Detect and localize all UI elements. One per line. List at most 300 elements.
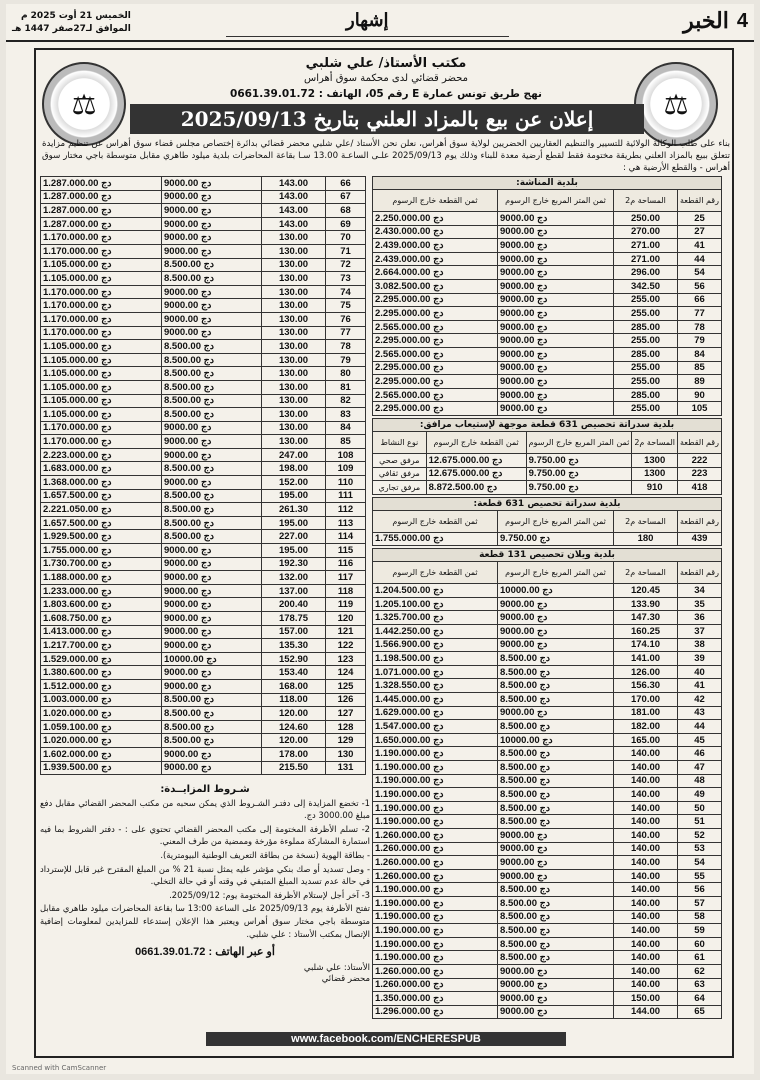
table-row [373, 597, 722, 611]
lot-price: 2.295.000.00 دج [373, 375, 498, 389]
table-row [41, 326, 366, 340]
lot-number: 84 [678, 347, 722, 361]
table-row [373, 375, 722, 389]
lot-price: 1.105.000.00 دج [41, 408, 162, 422]
lot-price: 1.442.250.00 دج [373, 625, 498, 639]
lot-area: 143.00 [262, 190, 326, 204]
lot-price: 2.664.000.00 دج [373, 266, 498, 280]
table-row [373, 625, 722, 639]
lot-number: 130 [326, 747, 366, 761]
table-row [373, 869, 722, 883]
unit-price: 8.500.00 دج [162, 272, 262, 286]
lot-price: 3.082.500.00 دج [373, 279, 498, 293]
table-row [373, 992, 722, 1006]
unit-price: 8.500.00 دج [162, 394, 262, 408]
lot-number: 59 [678, 924, 722, 938]
table-row [373, 815, 722, 829]
lot-area: 1300 [632, 453, 678, 467]
table-row [41, 747, 366, 761]
unit-price: 8.500.00 دج [498, 924, 614, 938]
table-row [373, 774, 722, 788]
table-row [373, 652, 722, 666]
lot-number: 76 [326, 312, 366, 326]
lot-number: 60 [678, 937, 722, 951]
table-row [373, 761, 722, 775]
right-column [372, 176, 722, 1019]
unit-price: 9000.00 دج [162, 666, 262, 680]
lot-number: 34 [678, 584, 722, 598]
table-row [373, 388, 722, 402]
lot-area: 143.00 [262, 204, 326, 218]
unit-price: 8.500.00 دج [498, 951, 614, 965]
lot-number: 79 [326, 353, 366, 367]
lot-price: 1.657.500.00 دج [41, 489, 162, 503]
lot-area: 285.00 [614, 347, 678, 361]
lot-price: 1.190.000.00 دج [373, 883, 498, 897]
lot-area: 160.25 [614, 625, 678, 639]
lot-price: 2.439.000.00 دج [373, 239, 498, 253]
section-title: بلدية سدراتة تحصيص 631 قطعة موجهة لإستيعاب مرافق: [372, 418, 722, 431]
lot-area: 198.00 [262, 462, 326, 476]
lot-price: 1.020.000.00 دج [41, 734, 162, 748]
unit-price: 9000.00 دج [162, 747, 262, 761]
lot-area: 140.00 [614, 856, 678, 870]
lot-price: 2.295.000.00 دج [373, 334, 498, 348]
lot-number: 123 [326, 652, 366, 666]
notice-intro: بناء على طلب الوكالة الولائية للتسيير والتنظيم العقاريين الحضريين لولاية سوق أهراس، نعلن نحن الأستاذ /علي شلبي محضر قضائي بدائرة إختصاص مجلس قضاء سوق أهراس عن تنظيم مزايدة تتعلق ببيع بالمزاد العلني بطريقة مختومة فقط لقطع أرضية معدة للبناء وذلك يوم 2025/09/13 علـى الساعـة 13.00 سـا بقاعة المحاضرات بلدية ميلود طاهري مقابل متوسطة باجي مختار سوق أهراس - والقطع الأرضية هي : [42, 139, 730, 173]
unit-price: 8.500.00 دج [498, 896, 614, 910]
lot-number: 81 [326, 380, 366, 394]
unit-price: 9000.00 دج [498, 978, 614, 992]
lot-area: 140.00 [614, 937, 678, 951]
table-row [373, 402, 722, 416]
lot-number: 56 [678, 279, 722, 293]
page-number: 4 [736, 9, 748, 32]
lot-price: 2.565.000.00 دج [373, 320, 498, 334]
lot-area: 150.00 [614, 992, 678, 1006]
lot-price: 1.445.000.00 دج [373, 693, 498, 707]
unit-price: 9000.00 دج [498, 361, 614, 375]
lot-price: 2.221.050.00 دج [41, 503, 162, 517]
lot-number: 223 [678, 467, 722, 481]
table-row [373, 584, 722, 598]
lot-number: 108 [326, 448, 366, 462]
unit-price: 9000.00 دج [162, 571, 262, 585]
table-row [41, 190, 366, 204]
issue-date [12, 10, 131, 36]
lot-area: 140.00 [614, 761, 678, 775]
lot-number: 131 [326, 761, 366, 775]
unit-price: 8.500.00 دج [162, 258, 262, 272]
lot-price: 2.430.000.00 دج [373, 225, 498, 239]
lot-area: 285.00 [614, 320, 678, 334]
lot-price: 1.071.000.00 دج [373, 665, 498, 679]
unit-price: 9000.00 دج [162, 625, 262, 639]
table-row [41, 435, 366, 449]
lot-number: 67 [326, 190, 366, 204]
table-row [41, 625, 366, 639]
unit-price: 9000.00 دج [498, 239, 614, 253]
table-row [373, 937, 722, 951]
lot-number: 418 [678, 481, 722, 495]
table-row [373, 788, 722, 802]
lot-area: 152.90 [262, 652, 326, 666]
unit-price: 9000.00 دج [162, 476, 262, 490]
table-row [41, 652, 366, 666]
lot-number: 74 [326, 285, 366, 299]
table-row [373, 747, 722, 761]
lot-price: 1.170.000.00 دج [41, 231, 162, 245]
lot-number: 65 [678, 1005, 722, 1019]
lot-number: 37 [678, 625, 722, 639]
table-row [41, 679, 366, 693]
lot-number: 120 [326, 612, 366, 626]
lot-number: 75 [326, 299, 366, 313]
lot-price: 1.730.700.00 دج [41, 557, 162, 571]
table-row [41, 448, 366, 462]
lot-area: 342.50 [614, 279, 678, 293]
lot-price: 1.170.000.00 دج [41, 244, 162, 258]
lot-price: 1.325.700.00 دج [373, 611, 498, 625]
lot-price: 1.296.000.00 دج [373, 1005, 498, 1019]
table-row [41, 272, 366, 286]
brand-logo-text: الخبر [683, 8, 729, 34]
unit-price: 8.500.00 دج [162, 353, 262, 367]
lot-price: 1.328.550.00 دج [373, 679, 498, 693]
term-item: 1- تخضع المزايدة إلى دفتـر الشـروط الذي يمكن سحبه من مكتب المحضر القضائي مقابل دفع مبلغ 3000.00 دج. [40, 797, 370, 821]
unit-price: 9000.00 دج [498, 992, 614, 1006]
table-row [41, 584, 366, 598]
lot-area: 130.00 [262, 380, 326, 394]
lot-price: 1.190.000.00 دج [373, 761, 498, 775]
lot-number: 64 [678, 992, 722, 1006]
lot-number: 36 [678, 611, 722, 625]
lot-number: 89 [678, 375, 722, 389]
unit-price: 8.500.00 دج [498, 883, 614, 897]
table-row [373, 801, 722, 815]
unit-price: 9000.00 دج [162, 285, 262, 299]
section-title: بلدية المناشة: [372, 176, 722, 189]
lot-area: 195.00 [262, 544, 326, 558]
lot-number: 122 [326, 639, 366, 653]
unit-price: 8.500.00 دج [162, 707, 262, 721]
table-row [373, 279, 722, 293]
lot-area: 140.00 [614, 951, 678, 965]
lot-number: 105 [678, 402, 722, 416]
unit-price: 9000.00 دج [498, 225, 614, 239]
lot-price: 1.287.000.00 دج [41, 204, 162, 218]
unit-price: 9000.00 دج [162, 217, 262, 231]
table-row [373, 856, 722, 870]
unit-price: 8.500.00 دج [162, 503, 262, 517]
lot-area: 178.75 [262, 612, 326, 626]
lot-number: 113 [326, 516, 366, 530]
lot-price: 1.020.000.00 دج [41, 707, 162, 721]
lot-number: 115 [326, 544, 366, 558]
col-unit-price: ثمن المتر المربع خارج الرسوم [498, 510, 614, 532]
lot-area: 120.00 [262, 707, 326, 721]
lots-table-sedrata-facilities [372, 431, 722, 495]
lot-number: 128 [326, 720, 366, 734]
unit-price: 9000.00 دج [498, 1005, 614, 1019]
lot-price: 1.170.000.00 دج [41, 299, 162, 313]
table-row [373, 225, 722, 239]
table-row [373, 334, 722, 348]
table-row [373, 453, 722, 467]
lot-price: 2.295.000.00 دج [373, 293, 498, 307]
unit-price: 9000.00 دج [498, 402, 614, 416]
unit-price: 9000.00 دج [162, 639, 262, 653]
unit-price: 9000.00 دج [162, 598, 262, 612]
auction-terms [40, 784, 370, 985]
lot-number: 63 [678, 978, 722, 992]
lot-area: 255.00 [614, 307, 678, 321]
table-row [373, 720, 722, 734]
table-row [41, 258, 366, 272]
footer-url[interactable]: www.facebook.com/ENCHERESPUB [206, 1032, 566, 1046]
lot-number: 125 [326, 679, 366, 693]
lot-area: 130.00 [262, 312, 326, 326]
lot-area: 227.00 [262, 530, 326, 544]
lot-number: 72 [326, 258, 366, 272]
col-unit-price: ثمن المتر المربع خارج الرسوم [498, 562, 614, 584]
lot-area: 178.00 [262, 747, 326, 761]
lot-area: 144.00 [614, 1005, 678, 1019]
unit-price: 9000.00 دج [498, 842, 614, 856]
unit-price: 9000.00 دج [498, 597, 614, 611]
lot-number: 68 [326, 204, 366, 218]
lot-number: 41 [678, 679, 722, 693]
table-row [373, 320, 722, 334]
table-row [41, 720, 366, 734]
table-row [41, 571, 366, 585]
lot-price: 12.675.000.00 دج [426, 453, 526, 467]
section-title: بلدية ويلان تحصيص 131 قطعة [372, 548, 722, 561]
lot-price: 1.547.000.00 دج [373, 720, 498, 734]
lot-number: 53 [678, 842, 722, 856]
col-unit-price: ثمن المتر المربع خارج الرسوم [498, 190, 614, 212]
lot-price: 1.755.000.00 دج [41, 544, 162, 558]
activity-type: مرفق ثقافي [373, 467, 427, 481]
unit-price: 9000.00 دج [162, 190, 262, 204]
lot-area: 140.00 [614, 747, 678, 761]
table-row [373, 467, 722, 481]
lot-area: 140.00 [614, 978, 678, 992]
lot-area: 126.00 [614, 665, 678, 679]
office-title: مكتب الأستاذ/ علي شلبي [305, 56, 467, 71]
table-row [41, 516, 366, 530]
signature-role: محضر قضائي [321, 973, 370, 984]
lot-price: 1.287.000.00 دج [41, 190, 162, 204]
table-row [373, 532, 722, 546]
lot-area: 120.00 [262, 734, 326, 748]
unit-price: 9000.00 دج [498, 279, 614, 293]
table-row [373, 266, 722, 280]
table-row [373, 951, 722, 965]
unit-price: 8.500.00 دج [162, 734, 262, 748]
notice-banner: إعلان عن بيع بالمزاد العلني بتاريخ 2025/09/13 [130, 104, 644, 134]
table-row [41, 666, 366, 680]
lot-number: 44 [678, 252, 722, 266]
lot-price: 1.512.000.00 دج [41, 679, 162, 693]
lot-area: 140.00 [614, 774, 678, 788]
lot-number: 222 [678, 453, 722, 467]
lot-area: 141.00 [614, 652, 678, 666]
lot-number: 82 [326, 394, 366, 408]
table-row [41, 394, 366, 408]
lot-price: 1.190.000.00 دج [373, 788, 498, 802]
col-lot: رقم القطعة [678, 431, 722, 453]
lot-price: 1.260.000.00 دج [373, 842, 498, 856]
lot-number: 54 [678, 266, 722, 280]
unit-price: 9000.00 دج [162, 584, 262, 598]
col-lot-price: ثمن القطعة خارج الرسوم [373, 510, 498, 532]
lot-area: 181.00 [614, 706, 678, 720]
lot-price: 1.204.500.00 دج [373, 584, 498, 598]
lot-number: 54 [678, 856, 722, 870]
unit-price: 9000.00 دج [162, 299, 262, 313]
lot-price: 2.223.000.00 دج [41, 448, 162, 462]
lot-price: 2.565.000.00 دج [373, 347, 498, 361]
lot-number: 61 [678, 951, 722, 965]
lot-price: 1.287.000.00 دج [41, 177, 162, 191]
table-row [373, 611, 722, 625]
lot-price: 1.190.000.00 دج [373, 774, 498, 788]
lot-price: 1.190.000.00 دج [373, 910, 498, 924]
unit-price: 9.750.00 دج [526, 467, 632, 481]
unit-price: 9000.00 دج [498, 828, 614, 842]
lot-area: 130.00 [262, 285, 326, 299]
lot-price: 1.190.000.00 دج [373, 896, 498, 910]
lot-number: 109 [326, 462, 366, 476]
unit-price: 8.500.00 دج [162, 340, 262, 354]
unit-price: 9.750.00 دج [526, 453, 632, 467]
lot-number: 48 [678, 774, 722, 788]
lot-price: 1.260.000.00 دج [373, 828, 498, 842]
table-row [373, 361, 722, 375]
table-row [41, 693, 366, 707]
newspaper-page [6, 4, 754, 1074]
section-title: بلدية سدراتة تحصيص 631 قطعة: [372, 497, 722, 510]
lot-number: 110 [326, 476, 366, 490]
lot-area: 140.00 [614, 801, 678, 815]
unit-price: 9000.00 دج [162, 761, 262, 775]
lot-price: 1.260.000.00 دج [373, 978, 498, 992]
col-area: المساحة م2 [614, 562, 678, 584]
lot-price: 2.295.000.00 دج [373, 402, 498, 416]
activity-type: مرفق تجاري [373, 481, 427, 495]
unit-price: 9000.00 دج [498, 388, 614, 402]
unit-price: 9000.00 دج [498, 869, 614, 883]
lot-area: 120.45 [614, 584, 678, 598]
lot-number: 66 [678, 293, 722, 307]
lot-price: 1.198.500.00 دج [373, 652, 498, 666]
table-row [41, 367, 366, 381]
unit-price: 9000.00 دج [162, 231, 262, 245]
lot-price: 1.368.000.00 دج [41, 476, 162, 490]
lot-area: 130.00 [262, 244, 326, 258]
lot-area: 255.00 [614, 361, 678, 375]
lot-area: 130.00 [262, 394, 326, 408]
table-row [41, 557, 366, 571]
lot-number: 112 [326, 503, 366, 517]
lot-price: 1.170.000.00 دج [41, 326, 162, 340]
table-row [41, 476, 366, 490]
lot-price: 1.260.000.00 دج [373, 856, 498, 870]
lot-area: 135.30 [262, 639, 326, 653]
lot-price: 1.608.750.00 دج [41, 612, 162, 626]
unit-price: 8.500.00 دج [498, 720, 614, 734]
unit-price: 8.500.00 دج [162, 516, 262, 530]
lot-number: 121 [326, 625, 366, 639]
lot-price: 1.233.000.00 دج [41, 584, 162, 598]
unit-price: 9000.00 دج [162, 679, 262, 693]
lot-price: 1.003.000.00 دج [41, 693, 162, 707]
unit-price: 9000.00 دج [162, 204, 262, 218]
table-row [373, 964, 722, 978]
col-lot-price: ثمن القطعة خارج الرسوم [426, 431, 526, 453]
unit-price: 9000.00 دج [498, 307, 614, 321]
table-row [373, 693, 722, 707]
lot-price: 1.939.500.00 دج [41, 761, 162, 775]
unit-price: 9000.00 دج [162, 177, 262, 191]
lot-price: 1.650.000.00 دج [373, 733, 498, 747]
lot-area: 195.00 [262, 516, 326, 530]
unit-price: 8.500.00 دج [162, 720, 262, 734]
lot-number: 111 [326, 489, 366, 503]
lot-number: 117 [326, 571, 366, 585]
table-row [373, 842, 722, 856]
lot-number: 439 [678, 532, 722, 546]
lot-area: 200.40 [262, 598, 326, 612]
signature-block [40, 963, 370, 985]
lot-price: 1.188.000.00 دج [41, 571, 162, 585]
newspaper-brand [683, 8, 748, 34]
lot-price: 1.803.600.00 دج [41, 598, 162, 612]
lot-price: 1.287.000.00 دج [41, 217, 162, 231]
lot-number: 114 [326, 530, 366, 544]
lot-price: 1.059.100.00 دج [41, 720, 162, 734]
unit-price: 8.500.00 دج [162, 408, 262, 422]
lot-area: 192.30 [262, 557, 326, 571]
unit-price: 9000.00 دج [162, 435, 262, 449]
lot-price: 1.380.600.00 دج [41, 666, 162, 680]
table-row [41, 177, 366, 191]
col-unit-price: ثمن المتر المربع خارج الرسوم [526, 431, 632, 453]
unit-price: 9.750.00 دج [526, 481, 632, 495]
lot-area: 140.00 [614, 910, 678, 924]
lot-area: 130.00 [262, 231, 326, 245]
lot-number: 69 [326, 217, 366, 231]
lot-number: 85 [326, 435, 366, 449]
lot-number: 25 [678, 212, 722, 226]
unit-price: 9000.00 دج [498, 266, 614, 280]
lot-number: 56 [678, 883, 722, 897]
lot-price: 1.190.000.00 دج [373, 747, 498, 761]
table-row [41, 285, 366, 299]
lot-number: 124 [326, 666, 366, 680]
table-row [41, 734, 366, 748]
unit-price: 10000.00 دج [498, 733, 614, 747]
unit-price: 8.500.00 دج [162, 693, 262, 707]
lot-price: 1.170.000.00 دج [41, 435, 162, 449]
lot-area: 247.00 [262, 448, 326, 462]
table-row [373, 481, 722, 495]
table-row [41, 707, 366, 721]
lot-price: 1.170.000.00 دج [41, 421, 162, 435]
lot-price: 1.413.000.00 دج [41, 625, 162, 639]
lot-area: 130.00 [262, 353, 326, 367]
